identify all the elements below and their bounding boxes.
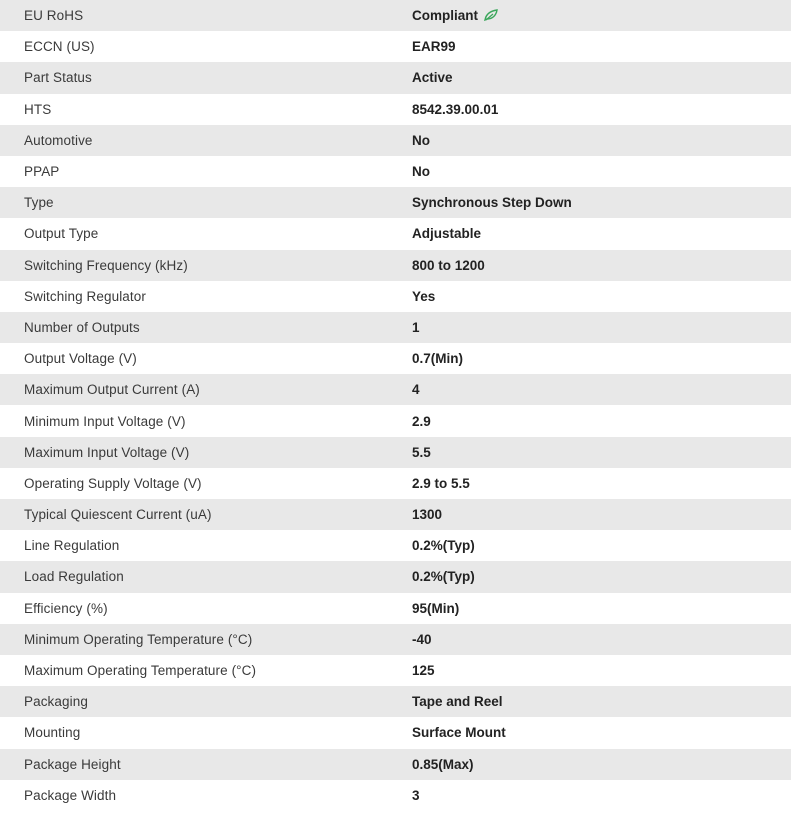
spec-value: Yes [412, 288, 436, 304]
spec-row-eu-rohs [0, 0, 791, 31]
spec-label: Operating Supply Voltage (V) [24, 475, 202, 491]
spec-label: HTS [24, 101, 52, 117]
spec-label: Load Regulation [24, 569, 124, 585]
spec-value: 0.7(Min) [412, 351, 464, 367]
spec-row-min-input-voltage [0, 405, 791, 436]
spec-row-mounting [0, 717, 791, 748]
spec-label: Maximum Output Current (A) [24, 382, 200, 398]
spec-value: Surface Mount [412, 725, 506, 741]
leaf-icon [484, 9, 498, 21]
spec-row-quiescent-current [0, 499, 791, 530]
spec-value: 125 [412, 663, 435, 679]
spec-value: No [412, 132, 430, 148]
spec-label: Minimum Input Voltage (V) [24, 413, 186, 429]
spec-row-packaging [0, 686, 791, 717]
spec-row-automotive [0, 125, 791, 156]
spec-row-part-status [0, 62, 791, 93]
spec-label: ECCN (US) [24, 39, 95, 55]
spec-label: Type [24, 195, 54, 211]
spec-row-number-of-outputs [0, 312, 791, 343]
spec-label: Maximum Input Voltage (V) [24, 444, 190, 460]
spec-row-type [0, 187, 791, 218]
spec-label: Mounting [24, 725, 81, 741]
spec-row-min-operating-temperature [0, 624, 791, 655]
spec-label: Output Type [24, 226, 99, 242]
spec-value: 0.2%(Typ) [412, 538, 475, 554]
spec-label: EU RoHS [24, 8, 84, 24]
spec-row-hts [0, 94, 791, 125]
spec-row-switching-frequency [0, 250, 791, 281]
spec-value: 4 [412, 382, 420, 398]
spec-label: Automotive [24, 132, 93, 148]
spec-label: Typical Quiescent Current (uA) [24, 507, 212, 523]
spec-value: 2.9 to 5.5 [412, 475, 470, 491]
spec-label: Line Regulation [24, 538, 120, 554]
spec-label: Package Height [24, 756, 121, 772]
spec-value: 800 to 1200 [412, 257, 485, 273]
spec-label: Efficiency (%) [24, 600, 108, 616]
spec-label: PPAP [24, 164, 60, 180]
spec-value: Active [412, 70, 453, 86]
spec-row-max-input-voltage [0, 437, 791, 468]
spec-value: 95(Min) [412, 600, 460, 616]
spec-row-eccn [0, 31, 791, 62]
spec-label: Part Status [24, 70, 92, 86]
spec-row-operating-supply-voltage [0, 468, 791, 499]
spec-value: 1 [412, 319, 420, 335]
spec-value: EAR99 [412, 39, 456, 55]
spec-value: 3 [412, 787, 420, 803]
spec-row-output-voltage [0, 343, 791, 374]
spec-row-max-operating-temperature [0, 655, 791, 686]
spec-label: Package Width [24, 787, 117, 803]
spec-label: Switching Regulator [24, 288, 146, 304]
spec-row-package-width [0, 780, 791, 811]
spec-label: Maximum Operating Temperature (°C) [24, 663, 257, 679]
spec-value: Adjustable [412, 226, 482, 242]
spec-value: Synchronous Step Down [412, 195, 572, 211]
spec-label: Number of Outputs [24, 319, 140, 335]
spec-value: 0.2%(Typ) [412, 569, 475, 585]
spec-value: Compliant [412, 8, 478, 24]
spec-value: 2.9 [412, 413, 431, 429]
spec-value: -40 [412, 631, 432, 647]
spec-value: 8542.39.00.01 [412, 101, 499, 117]
spec-row-ppap [0, 156, 791, 187]
spec-value: Tape and Reel [412, 694, 503, 710]
spec-row-package-height [0, 749, 791, 780]
spec-row-switching-regulator [0, 281, 791, 312]
spec-row-max-output-current [0, 374, 791, 405]
spec-row-line-regulation [0, 530, 791, 561]
spec-label: Minimum Operating Temperature (°C) [24, 631, 253, 647]
spec-value: 5.5 [412, 444, 431, 460]
spec-label: Output Voltage (V) [24, 351, 137, 367]
spec-label: Switching Frequency (kHz) [24, 257, 188, 273]
spec-value-cell [412, 0, 791, 31]
spec-row-output-type [0, 218, 791, 249]
spec-value: No [412, 164, 430, 180]
spec-value: 1300 [412, 507, 443, 523]
spec-row-load-regulation [0, 561, 791, 592]
spec-row-efficiency [0, 593, 791, 624]
spec-value: 0.85(Max) [412, 756, 474, 772]
spec-label: Packaging [24, 694, 88, 710]
